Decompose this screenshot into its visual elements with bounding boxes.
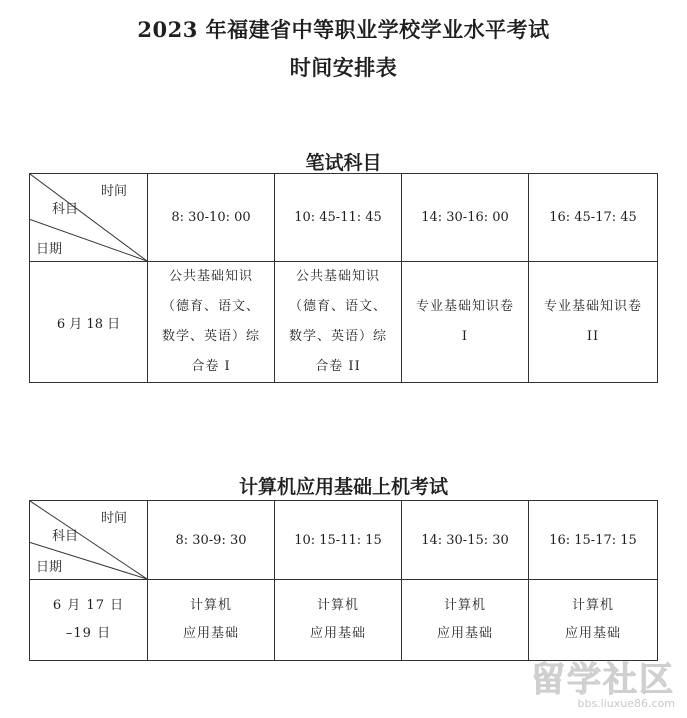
computer-subject-row xyxy=(30,580,658,661)
header-date-label: 日期 xyxy=(36,560,63,575)
subject-cell xyxy=(402,262,529,383)
subject-cell xyxy=(275,580,402,661)
subject-line: 合卷 I xyxy=(191,359,231,374)
document-subtitle: 时间安排表 xyxy=(289,55,398,80)
header-time-label: 时间 xyxy=(100,511,127,526)
header-time-label: 时间 xyxy=(100,184,127,199)
time-slot: 10: 45-11: 45 xyxy=(275,174,402,262)
subject-cell xyxy=(148,580,275,661)
header-date-label: 日期 xyxy=(36,242,63,257)
subject-line: （德育、语文、 xyxy=(288,299,387,314)
time-slot: 16: 45-17: 45 xyxy=(529,174,658,262)
subject-cell xyxy=(275,262,402,383)
subject-line: 专业基础知识卷 xyxy=(543,299,642,314)
computer-header-row xyxy=(30,501,658,580)
written-subject-row xyxy=(30,262,658,383)
diagonal-header-cell xyxy=(30,501,148,580)
computer-section-title: 计算机应用基础上机考试 xyxy=(238,476,448,498)
computer-schedule-table xyxy=(29,500,658,661)
subject-line: 应用基础 xyxy=(182,626,239,641)
diagonal-header-cell xyxy=(30,174,148,262)
subject-line: 计算机 xyxy=(571,598,614,613)
subject-line: I xyxy=(461,329,469,344)
subject-line: 合卷 II xyxy=(315,359,361,374)
subject-line: 计算机 xyxy=(189,598,232,613)
subject-line: （德育、语文、 xyxy=(161,299,260,314)
watermark-url: bbs.liuxue86.com xyxy=(577,697,675,710)
watermark xyxy=(531,652,675,710)
header-subject-label: 科目 xyxy=(52,202,79,217)
time-slot: 14: 30-16: 00 xyxy=(402,174,529,262)
written-schedule-table xyxy=(29,173,658,383)
subject-line: 应用基础 xyxy=(436,626,493,641)
subject-line: 数学、英语）综 xyxy=(161,329,260,344)
exam-date: 6 月 18 日 xyxy=(30,262,148,383)
watermark-logo: 留学社区 xyxy=(531,660,675,700)
subject-line: 计算机 xyxy=(443,598,486,613)
written-header-row xyxy=(30,174,658,262)
subject-line: 应用基础 xyxy=(564,626,621,641)
time-slot: 10: 15-11: 15 xyxy=(275,501,402,580)
exam-date xyxy=(30,580,148,661)
subject-line: 公共基础知识 xyxy=(295,269,380,284)
subject-line: 计算机 xyxy=(316,598,359,613)
date-line: –19 日 xyxy=(65,626,112,641)
subject-line: II xyxy=(586,329,600,344)
time-slot: 8: 30-10: 00 xyxy=(148,174,275,262)
subject-line: 数学、英语）综 xyxy=(288,329,387,344)
subject-cell xyxy=(529,580,658,661)
time-slot: 14: 30-15: 30 xyxy=(402,501,529,580)
written-section-title: 笔试科目 xyxy=(305,152,382,174)
subject-cell xyxy=(529,262,658,383)
time-slot: 16: 15-17: 15 xyxy=(529,501,658,580)
time-slot: 8: 30-9: 30 xyxy=(148,501,275,580)
subject-line: 公共基础知识 xyxy=(168,269,253,284)
subject-cell xyxy=(402,580,529,661)
header-subject-label: 科目 xyxy=(52,529,79,544)
document-title: 2023 年福建省中等职业学校学业水平考试 xyxy=(137,17,550,42)
subject-cell xyxy=(148,262,275,383)
subject-line: 应用基础 xyxy=(309,626,366,641)
date-line: 6 月 17 日 xyxy=(52,598,125,613)
subject-line: 专业基础知识卷 xyxy=(415,299,514,314)
